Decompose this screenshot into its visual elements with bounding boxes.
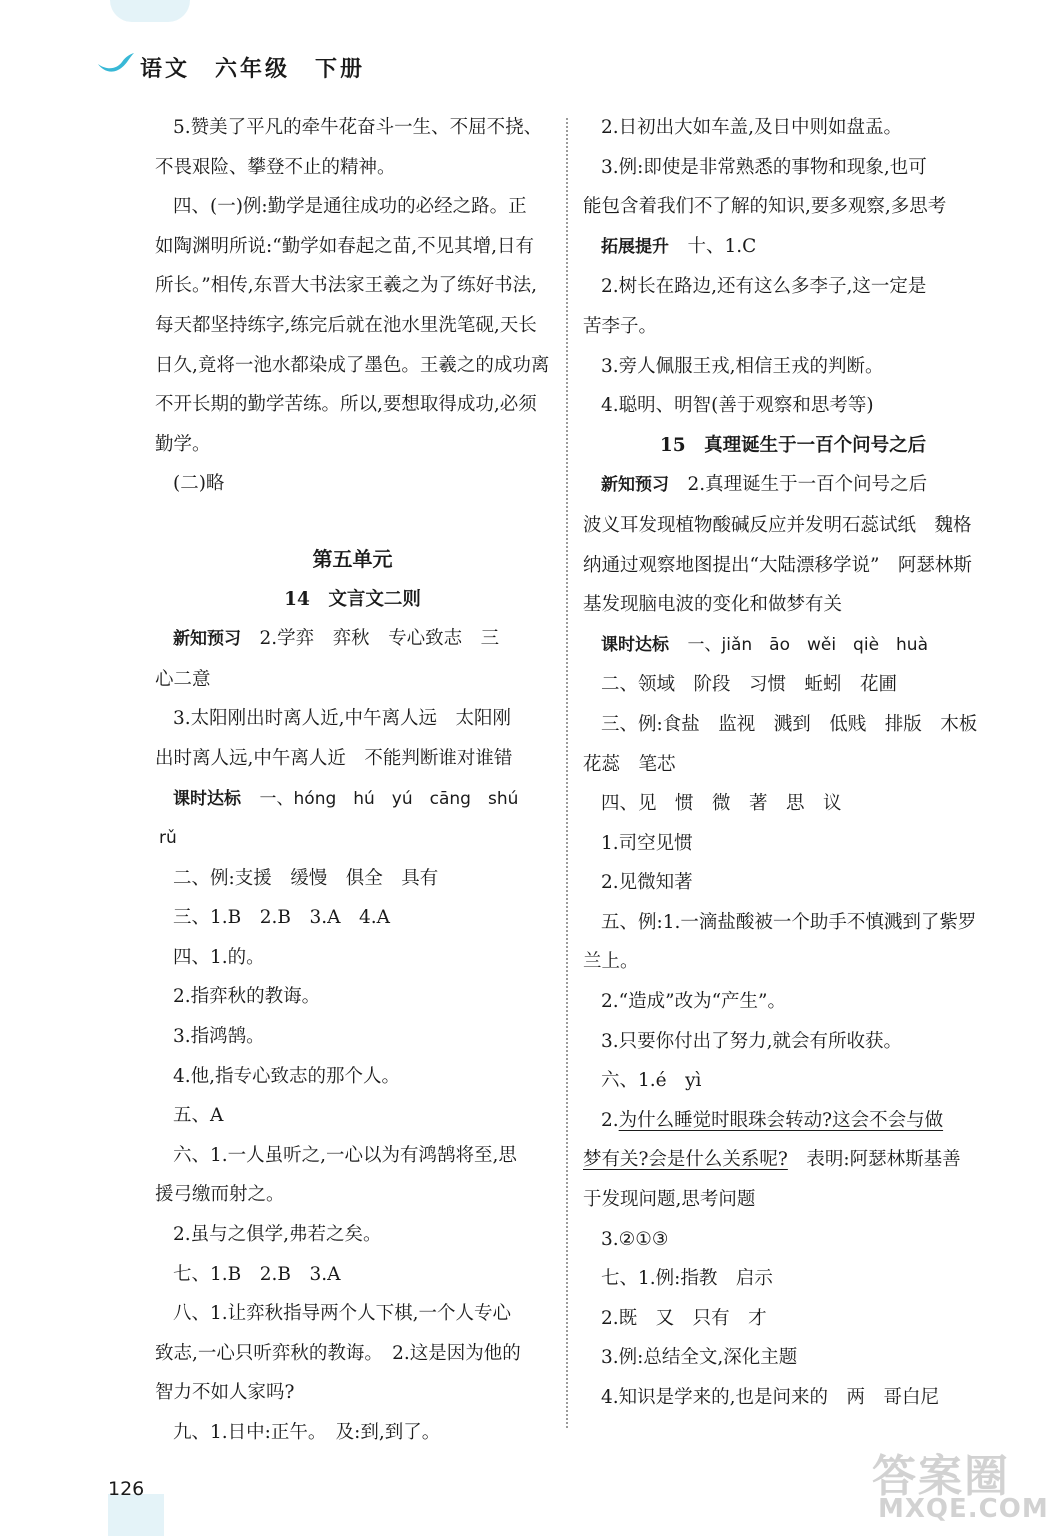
text-line: 三、1.B 2.B 3.A 4.A (173, 907, 391, 929)
text-line: 心二意 (155, 668, 211, 690)
text-line: 六、1.一人虽听之,一心以为有鸿鹄将至,思 (173, 1144, 517, 1166)
text-line: 纳通过观察地图提出“大陆漂移学说” 阿瑟林斯 (583, 554, 972, 576)
text-fragment: 十、1.C (687, 235, 757, 257)
text-line (583, 1140, 1003, 1180)
text-line: 3.例:即使是非常熟悉的事物和现象,也可 (601, 156, 927, 178)
text-line: 九、1.日中:正午。 及:到,到了。 (173, 1422, 441, 1443)
text-fragment: 2.真理诞生于一百个问号之后 (687, 474, 928, 496)
text-line: 六、1.é yì (601, 1070, 702, 1092)
text-line (583, 1101, 1003, 1141)
text-line: 于发现问题,思考问题 (583, 1189, 756, 1211)
text-fragment: 2.学弈 弈秋 专心致志 三 (259, 628, 500, 650)
page-corner-decoration (108, 1494, 164, 1536)
text-line: 波义耳发现植物酸碱反应并发明石蕊试纸 魏格 (583, 514, 972, 536)
text-line: 出时离人远,中午离人近 不能判断谁对谁错 (155, 747, 513, 769)
text-line: 兰上。 (583, 951, 639, 973)
text-line: 3.只要你付出了努力,就会有所收获。 (601, 1030, 903, 1052)
watermark-line2: MXQE.COM (878, 1494, 1049, 1524)
pinyin-text: rǔ (159, 828, 177, 849)
text-line (155, 779, 550, 820)
text-line: 二、领域 阶段 习惯 蚯蚓 花圃 (601, 674, 898, 696)
text-line: 2.指弈秋的教诲。 (173, 986, 321, 1008)
text-line: 不开长期的勤学苦练。所以,要想取得成功,必须 (155, 394, 537, 416)
text-line: 致志,一心只听弈秋的教诲。 2.这是因为他的 (155, 1342, 521, 1364)
section-label: 新知预习 (173, 629, 241, 650)
page-header (0, 0, 1054, 100)
text-line: 每天都坚持练字,练完后就在池水里洗笔砚,天长 (155, 314, 537, 336)
text-line: 不畏艰险、攀登不止的精神。 (155, 156, 396, 178)
text-line: 3.例:总结全文,深化主题 (601, 1347, 798, 1369)
column-divider (566, 118, 568, 1428)
text-line: 4.聪明、明智(善于观察和思考等) (601, 395, 874, 417)
text-line: 2.“造成”改为“产生”。 (601, 991, 786, 1013)
text-line: 七、1.B 2.B 3.A (173, 1263, 341, 1285)
header-decoration (110, 0, 190, 22)
text-line (583, 625, 1003, 666)
text-line: 苦李子。 (583, 315, 658, 337)
text-line: 四、见 惯 微 著 思 议 (601, 793, 842, 815)
watermark-logo (872, 1440, 1049, 1530)
text-line: 2.既 又 只有 才 (601, 1307, 767, 1329)
section-label: 新知预习 (601, 475, 669, 496)
text-fragment: 表明:阿瑟林斯基善 (787, 1149, 961, 1171)
lesson-title: 15 真理诞生于一百个问号之后 (659, 434, 927, 456)
pinyin-text: 一、jiǎn āo wěi qiè huà (687, 634, 928, 655)
text-line: 二、例:支援 缓慢 俱全 具有 (173, 867, 439, 889)
text-line: 2.日初出大如车盖,及日中则如盘盂。 (601, 117, 903, 138)
text-line: 五、A (173, 1105, 224, 1127)
left-column (155, 108, 550, 1453)
text-fragment: 2. (601, 1109, 619, 1131)
text-line: 1.司空见惯 (601, 832, 693, 854)
text-line: 3.指鸿鹄。 (173, 1026, 265, 1048)
text-line (583, 465, 1003, 506)
text-line: 2.树长在路边,还有这么多李子,这一定是 (601, 276, 927, 298)
text-line: 2.见微知著 (601, 872, 693, 894)
text-line: 三、例:食盐 监视 溅到 低贱 排版 木板 (601, 713, 978, 735)
text-line: 能包含着我们不了解的知识,要多观察,多思考 (583, 196, 947, 218)
text-line: 援弓缴而射之。 (155, 1184, 285, 1206)
section-label: 课时达标 (173, 788, 241, 809)
text-line: 3.②①③ (601, 1228, 669, 1250)
lesson-title: 14 文言文二则 (284, 588, 421, 610)
bird-icon (96, 50, 136, 76)
underlined-text: 梦有关?会是什么关系呢? (583, 1149, 788, 1171)
text-line: 如陶渊明所说:“勤学如春起之苗,不见其增,日有 (155, 235, 534, 257)
text-line: 基发现脑电波的变化和做梦有关 (583, 594, 843, 616)
text-line: 四、1.的。 (173, 946, 265, 968)
text-line: 所长。”相传,东晋大书法家王羲之为了练好书法, (155, 275, 537, 297)
underlined-text: 为什么睡觉时眼珠会转动?这会不会与做 (618, 1109, 944, 1131)
text-line: 3.旁人佩服王戎,相信王戎的判断。 (601, 355, 884, 377)
text-line: (二)略 (173, 473, 225, 495)
right-column (583, 108, 1003, 1418)
text-line: 四、(一)例:勤学是通往成功的必经之路。正 (173, 196, 527, 218)
page-number: 126 (108, 1478, 145, 1500)
text-line: 5.赞美了平凡的牵牛花奋斗一生、不屈不挠、 (173, 117, 543, 138)
text-line: 八、1.让弈秋指导两个人下棋,一个人专心 (173, 1303, 512, 1325)
text-line (583, 227, 1003, 268)
text-line: 日久,竟将一池水都染成了墨色。王羲之的成功离 (155, 354, 550, 376)
text-line: 4.知识是学来的,也是问来的 两 哥白尼 (601, 1387, 940, 1408)
text-line: 五、例:1.一滴盐酸被一个助手不慎溅到了紫罗 (601, 911, 977, 933)
text-line: 2.虽与之俱学,弗若之矣。 (173, 1224, 382, 1246)
text-line: 4.他,指专心致志的那个人。 (173, 1065, 401, 1087)
text-line: 七、1.例:指教 启示 (601, 1268, 773, 1290)
watermark-line1: 答案圈 (872, 1451, 1010, 1502)
pinyin-text: 一、hóng hú yú cāng shú (259, 788, 519, 809)
unit-title: 第五单元 (312, 546, 393, 571)
text-line: 勤学。 (155, 433, 211, 455)
section-label: 课时达标 (601, 634, 669, 655)
header-title: 语文 六年级 下册 (140, 56, 366, 82)
text-line (155, 619, 550, 660)
section-label: 拓展提升 (601, 236, 669, 257)
text-line: 花蕊 笔芯 (583, 753, 676, 775)
text-line: 3.太阳刚出时离人近,中午离人远 太阳刚 (173, 708, 512, 730)
text-line: 智力不如人家吗? (155, 1382, 295, 1404)
